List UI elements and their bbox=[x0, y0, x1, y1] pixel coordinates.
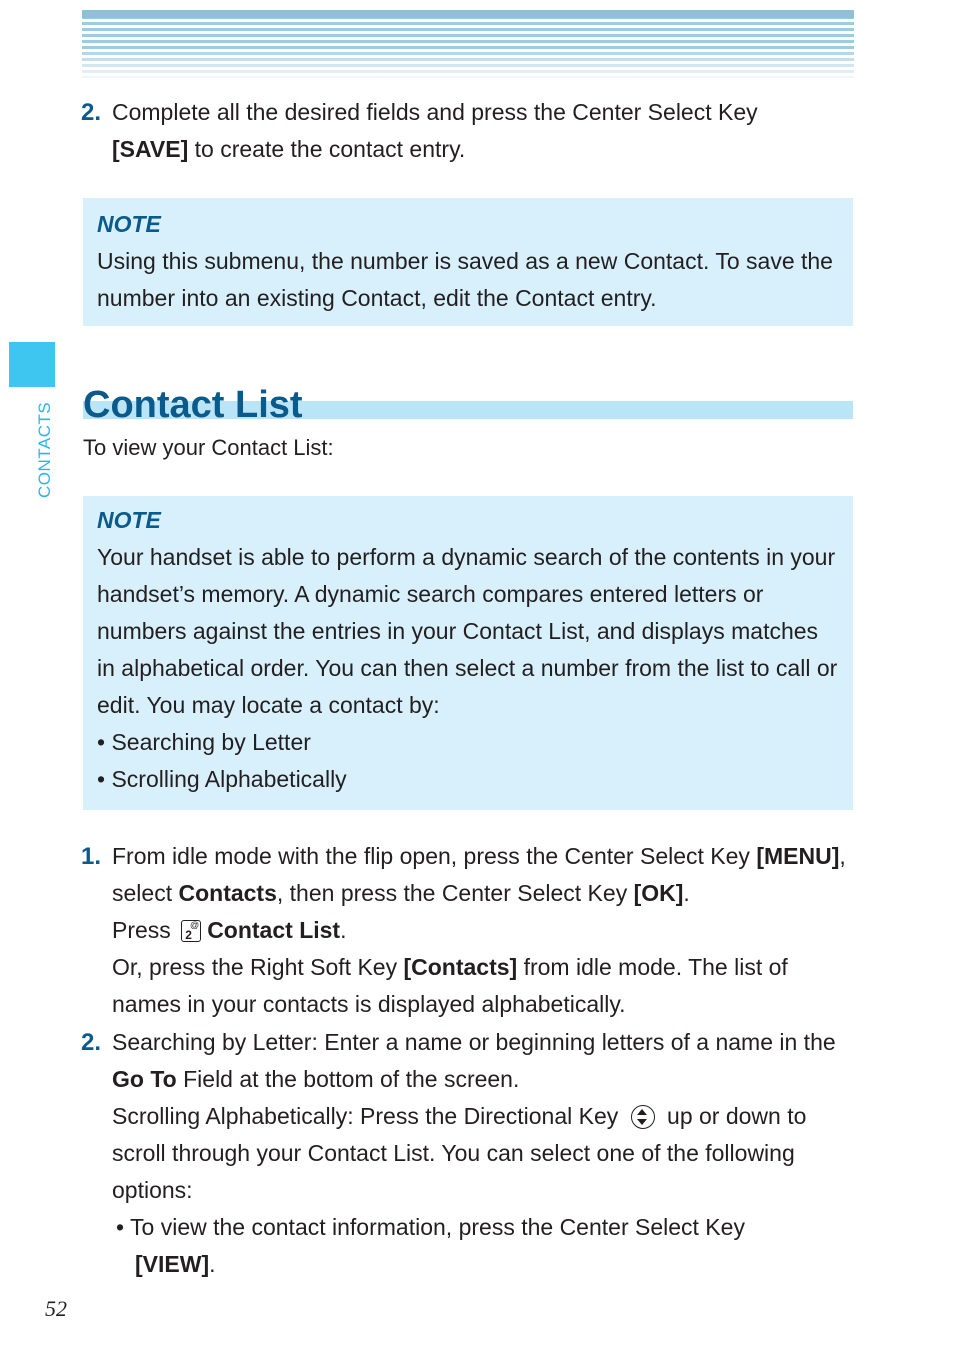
section-intro: To view your Contact List: bbox=[83, 435, 334, 460]
note-box-save bbox=[83, 198, 853, 326]
step-text: , then press the Center Select Key bbox=[276, 880, 634, 906]
step-open-contact-list bbox=[81, 838, 852, 1023]
goto-label: Go To bbox=[112, 1066, 177, 1092]
key-symbol: @ bbox=[190, 920, 200, 930]
note-title: NOTE bbox=[97, 211, 161, 237]
menu-key-label: [MENU] bbox=[756, 843, 840, 869]
step-text: Scrolling Alphabetically: Press the Directional Key bbox=[112, 1103, 625, 1129]
step-text: Field at the bottom of the screen. bbox=[176, 1066, 520, 1092]
directional-key-icon bbox=[631, 1105, 655, 1129]
contact-list-label: Contact List bbox=[207, 917, 341, 943]
key-2-icon bbox=[181, 920, 201, 942]
note-box-search bbox=[83, 496, 853, 810]
chapter-tab bbox=[9, 342, 55, 387]
contacts-soft-key-label: [Contacts] bbox=[403, 954, 518, 980]
bullet-text: • To view the contact information, press the Center Select Key bbox=[116, 1214, 745, 1240]
step-text-rest: to create the contact entry. bbox=[188, 136, 466, 162]
contacts-label: Contacts bbox=[178, 880, 277, 906]
section-title: Contact List bbox=[83, 384, 303, 426]
header-decoration-bar bbox=[82, 10, 854, 78]
page-number: 52 bbox=[45, 1296, 67, 1321]
note-text: Using this submenu, the number is saved as a new Contact. To save the number into an existing Contact, edit the Contact entry. bbox=[97, 248, 833, 311]
step-text: . bbox=[683, 880, 690, 906]
step-text: , select bbox=[112, 843, 846, 906]
step-text: Or, press the Right Soft Key bbox=[112, 954, 404, 980]
step-save-contact bbox=[81, 94, 852, 168]
note-bullet-alpha: • Scrolling Alphabetically bbox=[97, 766, 347, 792]
key-digit: 2 bbox=[185, 928, 192, 942]
option-bullet bbox=[112, 1209, 852, 1283]
ok-key-label: [OK] bbox=[633, 880, 684, 906]
step-number: 2. bbox=[81, 99, 102, 126]
note-text: Your handset is able to perform a dynamic search of the contents in your handset’s memory. A dynamic search compares entered letters or numbers against the entries in your Contact List, and displays matches in alphabetical order. You can then select a number from the list to call or edit. You may locate a contact by: bbox=[97, 544, 838, 718]
bullet-text: . bbox=[209, 1251, 216, 1277]
step-text: Press bbox=[112, 917, 178, 943]
step-text: up or down to scroll through your Contact List. You can select one of the following options: bbox=[112, 1103, 807, 1203]
view-key-label: [VIEW] bbox=[135, 1251, 210, 1277]
step-number: 1. bbox=[81, 843, 102, 870]
save-key-label: [SAVE] bbox=[112, 136, 189, 162]
note-title: NOTE bbox=[97, 507, 161, 533]
chapter-side-label: CONTACTS bbox=[35, 401, 54, 498]
step-number: 2. bbox=[81, 1029, 102, 1056]
note-bullet-letter: • Searching by Letter bbox=[97, 729, 311, 755]
step-text: From idle mode with the flip open, press the Center Select Key bbox=[112, 843, 757, 869]
step-text: Complete all the desired fields and press the Center Select Key bbox=[112, 99, 758, 125]
step-text: . bbox=[340, 917, 347, 943]
step-search-scroll bbox=[81, 1024, 852, 1283]
step-text: Searching by Letter: Enter a name or beginning letters of a name in the bbox=[112, 1029, 836, 1055]
step-text: from idle mode. The list of names in your contacts is displayed alphabetically. bbox=[112, 954, 788, 1017]
